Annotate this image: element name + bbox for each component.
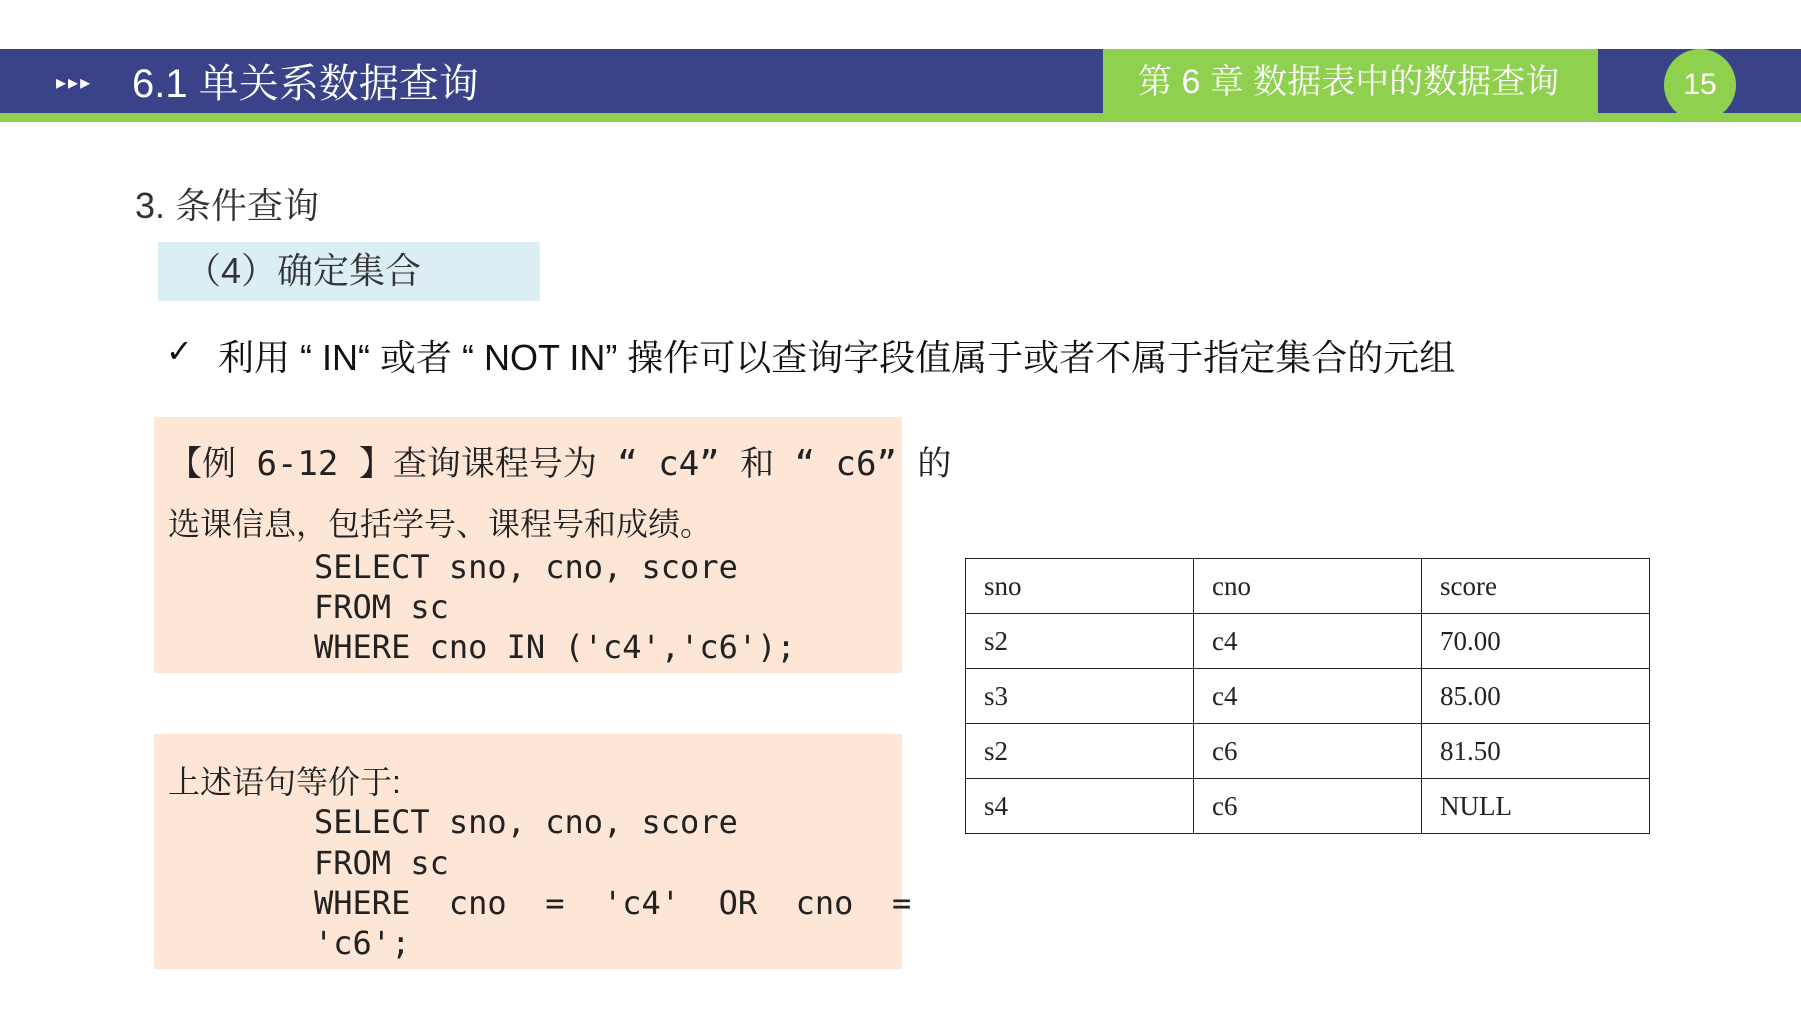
check-icon: ✓ [166, 332, 193, 370]
equivalent-label: 上述语句等价于: [168, 764, 401, 800]
example-code-line: WHERE cno IN ('c4','c6'); [314, 628, 796, 666]
page-number-badge: 15 [1664, 49, 1736, 121]
equivalent-code-line: WHERE cno = 'c4' OR cno = [314, 884, 912, 922]
column-header: sno [966, 559, 1194, 614]
table-cell: s3 [966, 669, 1194, 724]
content-subheading: （4）确定集合 [185, 250, 422, 291]
chapter-title: 第 6 章 数据表中的数据查询 [1138, 63, 1560, 101]
triple-arrow-icon: ▸▸▸ [56, 70, 93, 94]
bullet-text: 利用 “ IN“ 或者 “ NOT IN” 操作可以查询字段值属于或者不属于指定集合的元组 [218, 337, 1456, 378]
example-title: 【例 6-12 】查询课程号为 “ c4” 和 “ c6” 的 [168, 444, 952, 484]
table-row [966, 669, 1650, 724]
equivalent-code-line: FROM sc [314, 844, 449, 882]
table-cell: s2 [966, 614, 1194, 669]
table-row [966, 724, 1650, 779]
result-table [965, 558, 1650, 834]
section-title: 6.1 单关系数据查询 [132, 62, 479, 106]
example-code-line: SELECT sno, cno, score [314, 548, 738, 586]
table-cell: 85.00 [1422, 669, 1650, 724]
column-header: score [1422, 559, 1650, 614]
table-cell: c4 [1194, 614, 1422, 669]
column-header: cno [1194, 559, 1422, 614]
equivalent-code-line: 'c6'; [314, 924, 411, 962]
table-row [966, 614, 1650, 669]
table-cell: NULL [1422, 779, 1650, 834]
table-cell: c4 [1194, 669, 1422, 724]
table-cell: 70.00 [1422, 614, 1650, 669]
table-row [966, 779, 1650, 834]
table-cell: c6 [1194, 724, 1422, 779]
table-header-row [966, 559, 1650, 614]
table-cell: s4 [966, 779, 1194, 834]
content-heading: 3. 条件查询 [135, 185, 320, 226]
example-description: 选课信息，包括学号、课程号和成绩。 [168, 506, 713, 542]
equivalent-code-line: SELECT sno, cno, score [314, 803, 738, 841]
example-code-line: FROM sc [314, 588, 449, 626]
table-cell: c6 [1194, 779, 1422, 834]
table-cell: 81.50 [1422, 724, 1650, 779]
table-cell: s2 [966, 724, 1194, 779]
